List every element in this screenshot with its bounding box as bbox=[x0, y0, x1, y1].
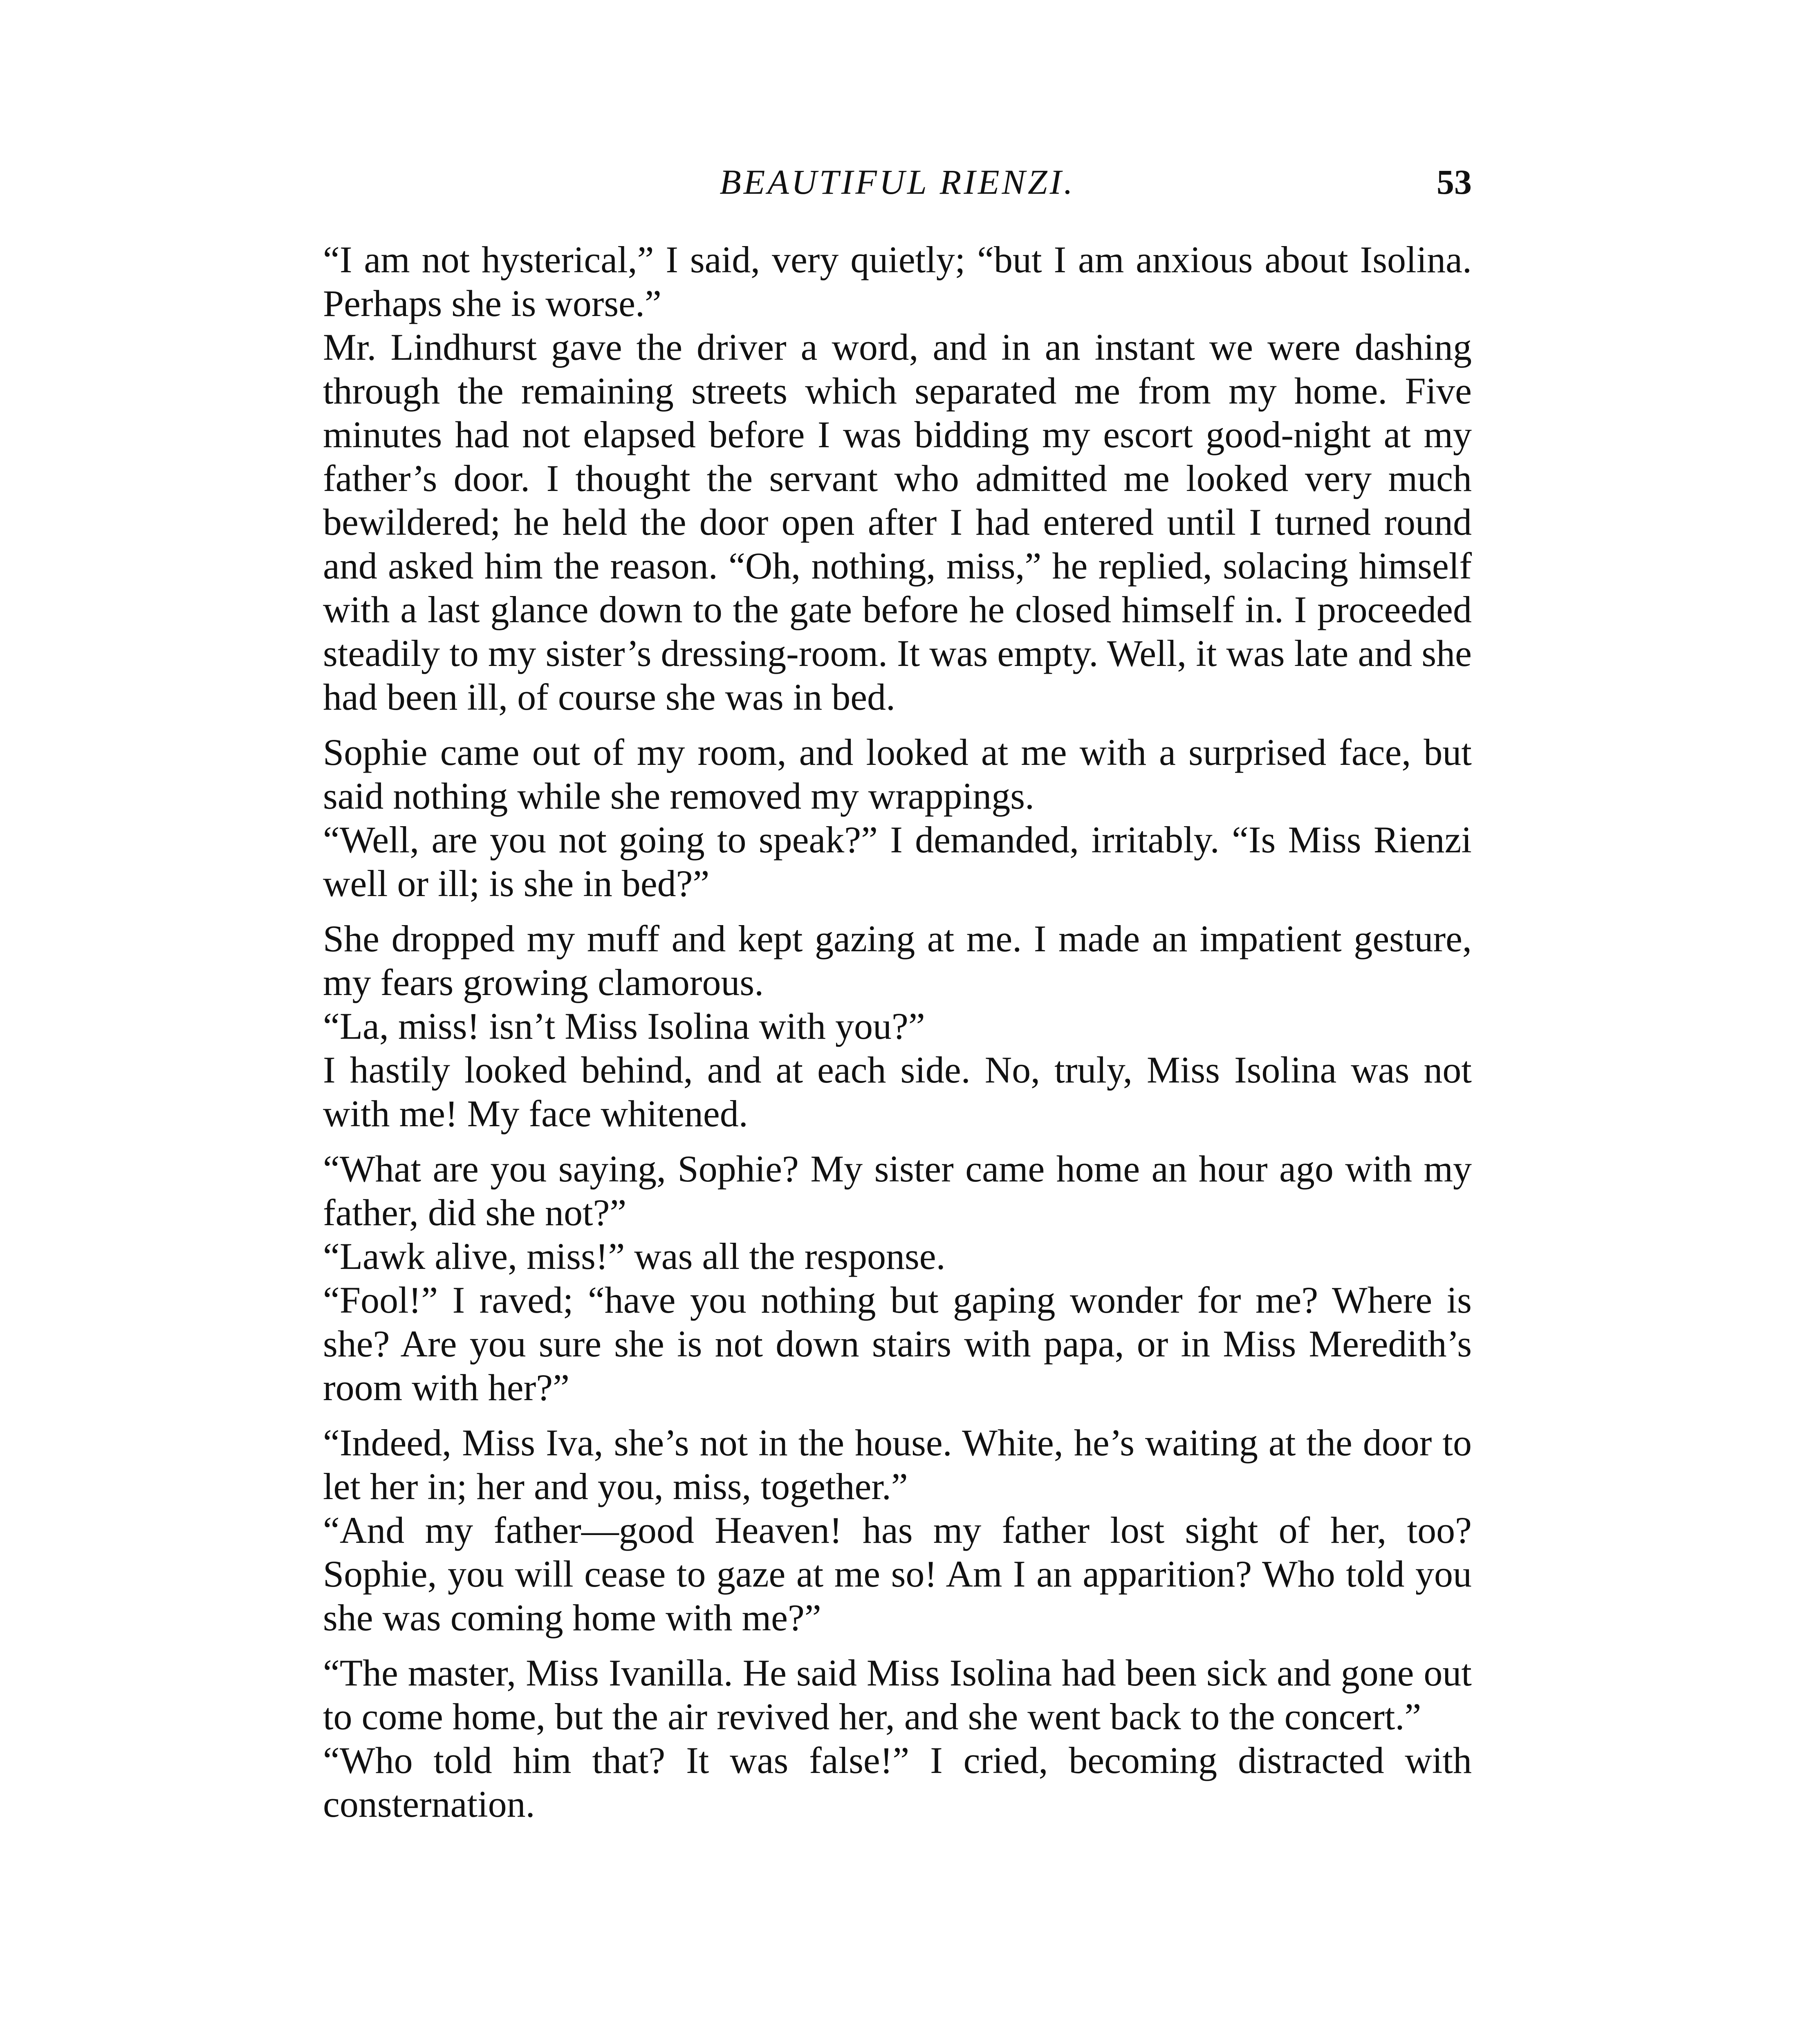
paragraph: “The master, Miss Ivanilla. He said Miss Isolina had been sick and gone out to come home, but the air revived her, and she went back to the concert.” bbox=[323, 1652, 1472, 1737]
page-number: 53 bbox=[1437, 162, 1472, 202]
paragraph: “And my father—good Heaven! has my father lost sight of her, too? Sophie, you will cease to gaze at me so! Am I an apparition? Who told you she was coming home with me?” bbox=[323, 1509, 1472, 1638]
paragraph: “Fool!” I raved; “have you nothing but gaping wonder for me? Where is she? Are you sure she is not down stairs with papa, or in Miss Meredith’s room with her?” bbox=[323, 1279, 1472, 1408]
paragraph: Sophie came out of my room, and looked at me with a surprised face, but said nothing while she removed my wrappings. bbox=[323, 731, 1472, 817]
running-title: BEAUTIFUL RIENZI. bbox=[720, 162, 1075, 202]
paragraph: “Who told him that? It was false!” I cried, becoming distracted with consternation. bbox=[323, 1739, 1472, 1825]
paragraph: “Indeed, Miss Iva, she’s not in the house. White, he’s waiting at the door to let her in; her and you, miss, together.” bbox=[323, 1422, 1472, 1507]
paragraph: “Lawk alive, miss!” was all the response. bbox=[323, 1235, 946, 1277]
paragraph: Mr. Lindhurst gave the driver a word, and in an instant we were dashing through the remaining streets which separated me from my home. Five minutes had not elapsed before I was bidding my escort good-night at my father’s door. I thought the servant who admitted me looked very much bewildered; he held the door open after I had entered until I turned round and asked him the reason. “Oh, nothing, miss,” he replied, solacing himself with a last glance down to the gate before he closed himself in. I proceeded steadily to my sister’s dressing-room. It was empty. Well, it was late and she had been ill, of course she was in bed. bbox=[323, 326, 1472, 718]
running-head bbox=[323, 161, 1472, 215]
paragraph: “I am not hysterical,” I said, very quietly; “but I am anxious about Isolina. Perhaps she is worse.” bbox=[323, 239, 1472, 324]
paragraph: I hastily looked behind, and at each side. No, truly, Miss Isolina was not with me! My face whitened. bbox=[323, 1049, 1472, 1134]
paragraph: She dropped my muff and kept gazing at me. I made an impatient gesture, my fears growing clamorous. bbox=[323, 918, 1472, 1003]
paragraph: “What are you saying, Sophie? My sister came home an hour ago with my father, did she not?” bbox=[323, 1148, 1472, 1233]
paragraph: “Well, are you not going to speak?” I demanded, irritably. “Is Miss Rienzi well or ill; is she in bed?” bbox=[323, 819, 1472, 904]
paragraph: “La, miss! isn’t Miss Isolina with you?” bbox=[323, 1005, 925, 1047]
body-text bbox=[323, 238, 1472, 1826]
